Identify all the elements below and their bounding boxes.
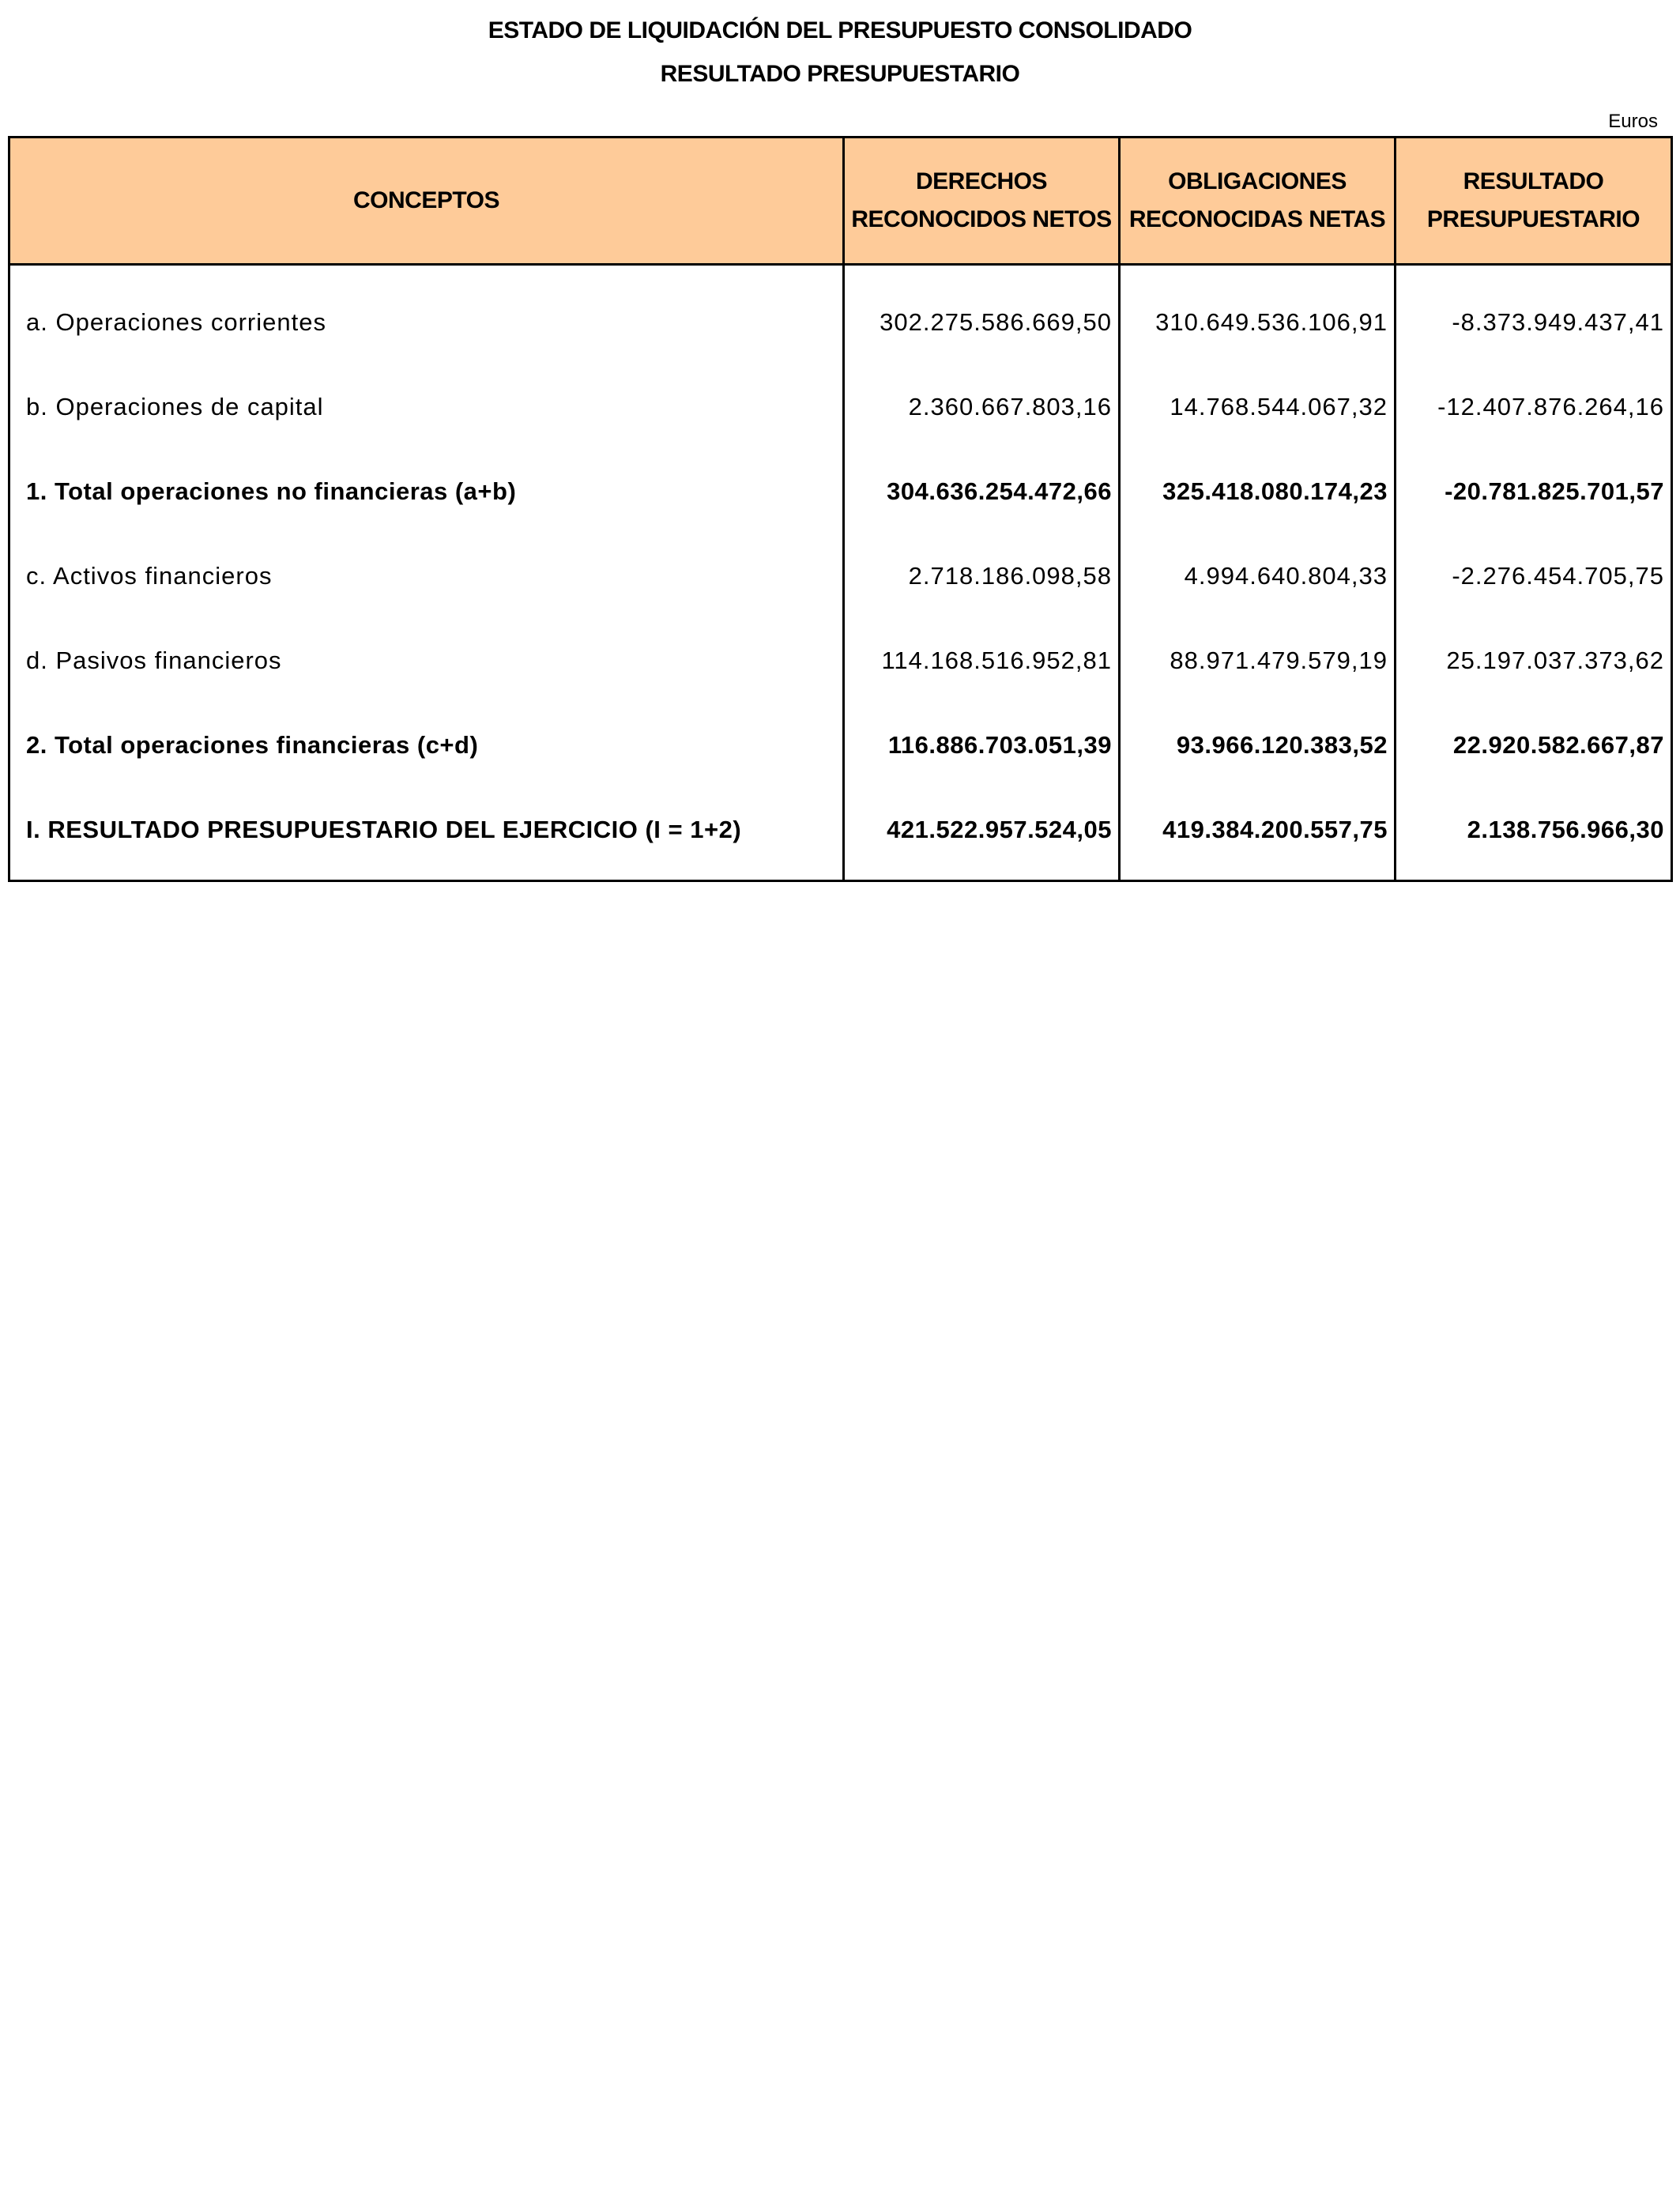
header-obligaciones: OBLIGACIONES RECONOCIDAS NETAS bbox=[1120, 138, 1396, 265]
document-title: ESTADO DE LIQUIDACIÓN DEL PRESUPUESTO CONSOLIDADO bbox=[488, 17, 1192, 43]
table-row bbox=[9, 265, 1672, 365]
row-resultado: 22.920.582.667,87 bbox=[1396, 703, 1672, 787]
table-row-grand-total bbox=[9, 787, 1672, 881]
row-obligaciones: 88.971.479.579,19 bbox=[1120, 618, 1396, 703]
table-row bbox=[9, 533, 1672, 618]
units-label: Euros bbox=[1608, 111, 1658, 132]
row-derechos: 302.275.586.669,50 bbox=[844, 265, 1120, 365]
row-concept: c. Activos financieros bbox=[9, 533, 844, 618]
header-conceptos: CONCEPTOS bbox=[9, 138, 844, 265]
table-row bbox=[9, 364, 1672, 449]
row-concept: a. Operaciones corrientes bbox=[9, 265, 844, 365]
row-concept: 2. Total operaciones financieras (c+d) bbox=[9, 703, 844, 787]
row-concept: I. RESULTADO PRESUPUESTARIO DEL EJERCICIO (I = 1+2) bbox=[9, 787, 844, 881]
row-obligaciones: 93.966.120.383,52 bbox=[1120, 703, 1396, 787]
row-resultado: 25.197.037.373,62 bbox=[1396, 618, 1672, 703]
row-concept: b. Operaciones de capital bbox=[9, 364, 844, 449]
row-derechos: 304.636.254.472,66 bbox=[844, 449, 1120, 533]
table-row bbox=[9, 618, 1672, 703]
row-derechos: 116.886.703.051,39 bbox=[844, 703, 1120, 787]
row-obligaciones: 419.384.200.557,75 bbox=[1120, 787, 1396, 881]
row-resultado: -12.407.876.264,16 bbox=[1396, 364, 1672, 449]
header-derechos: DERECHOS RECONOCIDOS NETOS bbox=[844, 138, 1120, 265]
table-row-total bbox=[9, 449, 1672, 533]
row-resultado: -2.276.454.705,75 bbox=[1396, 533, 1672, 618]
document-subtitle: RESULTADO PRESUPUESTARIO bbox=[660, 61, 1020, 87]
row-concept: 1. Total operaciones no financieras (a+b) bbox=[9, 449, 844, 533]
row-derechos: 2.360.667.803,16 bbox=[844, 364, 1120, 449]
row-resultado: -8.373.949.437,41 bbox=[1396, 265, 1672, 365]
row-derechos: 114.168.516.952,81 bbox=[844, 618, 1120, 703]
row-derechos: 421.522.957.524,05 bbox=[844, 787, 1120, 881]
row-obligaciones: 325.418.080.174,23 bbox=[1120, 449, 1396, 533]
table-header-row bbox=[9, 138, 1672, 265]
row-obligaciones: 14.768.544.067,32 bbox=[1120, 364, 1396, 449]
header-resultado: RESULTADO PRESUPUESTARIO bbox=[1396, 138, 1672, 265]
row-obligaciones: 310.649.536.106,91 bbox=[1120, 265, 1396, 365]
row-resultado: 2.138.756.966,30 bbox=[1396, 787, 1672, 881]
budget-result-table bbox=[8, 136, 1673, 882]
row-derechos: 2.718.186.098,58 bbox=[844, 533, 1120, 618]
row-concept: d. Pasivos financieros bbox=[9, 618, 844, 703]
row-obligaciones: 4.994.640.804,33 bbox=[1120, 533, 1396, 618]
row-resultado: -20.781.825.701,57 bbox=[1396, 449, 1672, 533]
table-row-total bbox=[9, 703, 1672, 787]
